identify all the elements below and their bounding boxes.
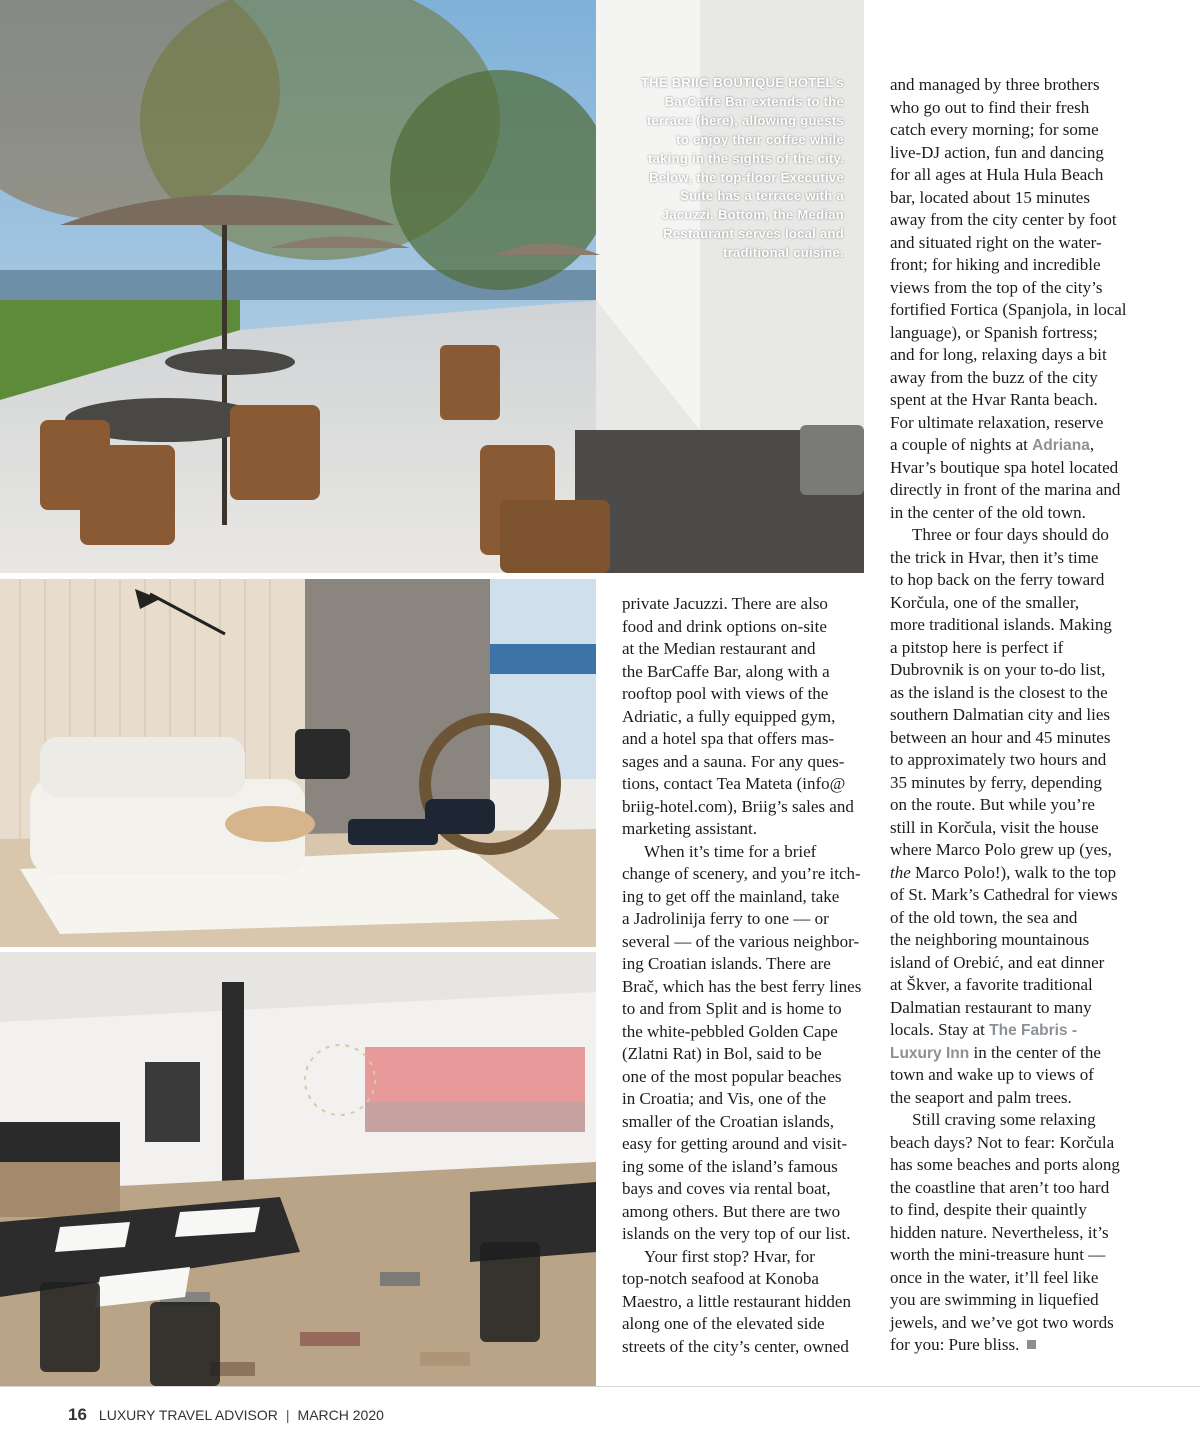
italic-word: the	[890, 862, 911, 882]
body-line: Korčula, one of the smaller,	[890, 592, 1080, 612]
body-line: live-DJ action, fun and dancing	[890, 142, 1104, 162]
body-line: to approximately two hours and	[890, 750, 1107, 769]
body-line: and for long, relaxing days a bit	[890, 345, 1107, 364]
body-line: directly in front of the marina and	[890, 480, 1121, 499]
footer-divider	[0, 1386, 1200, 1387]
body-line: food and drink options on-site	[622, 616, 827, 636]
body-line: For ultimate relaxation, reserve	[890, 412, 1104, 432]
body-text: Marco Polo!), walk to the top	[910, 862, 1117, 882]
body-line: islands on the very top of our list.	[622, 1224, 851, 1243]
body-line: and a hotel spa that offers mas-	[622, 729, 835, 748]
body-line: the trick in Hvar, then it’s time	[890, 547, 1099, 567]
body-line: front; for hiking and incredible	[890, 255, 1101, 274]
body-line: hidden nature. Nevertheless, it’s	[890, 1222, 1109, 1242]
caption-line: Restaurant serves local and	[663, 226, 844, 242]
body-line: fortified Fortica (Spanjola, in local	[890, 300, 1127, 319]
body-line: language), or Spanish fortress;	[890, 322, 1098, 342]
body-line: the seaport and palm trees.	[890, 1087, 1072, 1107]
body-line: the coastline that aren’t too hard	[890, 1177, 1110, 1197]
caption-line: THE BRIIG BOUTIQUE HOTEL’s	[640, 75, 844, 90]
body-line: away from the city center by foot	[890, 210, 1117, 229]
page-number: 16	[68, 1405, 87, 1424]
body-line: briig-hotel.com), Briig’s sales and	[622, 796, 854, 816]
body-line-with-link	[890, 1019, 1136, 1042]
body-line-with-italic	[890, 862, 1136, 885]
body-line: in Croatia; and Vis, one of the	[622, 1089, 827, 1108]
body-line: to find, despite their quaintly	[890, 1200, 1087, 1219]
body-text: in the center of the	[969, 1042, 1101, 1062]
body-line: the white-pebbled Golden Cape	[622, 1021, 838, 1041]
body-line: Hvar’s boutique spa hotel located	[890, 457, 1119, 477]
body-line: away from the buzz of the city	[890, 367, 1098, 387]
body-line: Adriatic, a fully equipped gym,	[622, 706, 836, 726]
body-line: Brač, which has the best ferry lines	[622, 976, 862, 996]
body-line: who go out to find their fresh	[890, 97, 1090, 117]
caption-line: taking in the sights of the city.	[647, 150, 844, 166]
body-line: rooftop pool with views of the	[622, 684, 829, 703]
caption-line: Below, the top-floor Executive	[649, 169, 844, 185]
body-line: between an hour and 45 minutes	[890, 727, 1111, 747]
caption-line: traditional cuisine.	[723, 245, 844, 261]
body-text: locals. Stay at	[890, 1020, 990, 1039]
body-line: Three or four days should do	[912, 525, 1109, 544]
body-line: once in the water, it’ll feel like	[890, 1267, 1099, 1287]
body-line: island of Orebić, and eat dinner	[890, 952, 1105, 972]
caption-line: Suite has a terrace with a	[680, 188, 844, 204]
body-line: jewels, and we’ve got two words	[890, 1312, 1114, 1332]
body-line: Still craving some relaxing	[912, 1110, 1096, 1129]
body-line: worth the mini-treasure hunt —	[890, 1245, 1106, 1264]
body-line: of the old town, the sea and	[890, 907, 1078, 927]
caption-line: BarCaffe Bar extends to the	[664, 93, 844, 109]
body-line: ing to get off the mainland, take	[622, 886, 840, 906]
body-line: 35 minutes by ferry, depending	[890, 772, 1102, 792]
body-line: Maestro, a little restaurant hidden	[622, 1291, 851, 1311]
final-line	[890, 1334, 1136, 1357]
body-line: the BarCaffe Bar, along with a	[622, 661, 830, 681]
body-line: more traditional islands. Making	[890, 615, 1112, 634]
body-line: and managed by three brothers	[890, 75, 1100, 94]
body-line: at the Median restaurant and	[622, 639, 816, 658]
body-line: smaller of the Croatian islands,	[622, 1111, 834, 1131]
body-line: ing Croatian islands. There are	[622, 954, 831, 973]
photo-caption	[612, 74, 844, 263]
body-line: beach days? Not to fear: Korčula	[890, 1132, 1115, 1152]
body-line: one of the most popular beaches	[622, 1066, 842, 1086]
body-line: (Zlatni Rat) in Bol, said to be	[622, 1044, 822, 1063]
body-line: ing some of the island’s famous	[622, 1156, 838, 1176]
body-line: spent at the Hvar Ranta beach.	[890, 390, 1098, 409]
restaurant-photo	[0, 952, 596, 1386]
body-line: southern Dalmatian city and lies	[890, 705, 1110, 724]
body-line: to hop back on the ferry toward	[890, 570, 1105, 589]
body-line: marketing assistant.	[622, 819, 758, 838]
body-line: bar, located about 15 minutes	[890, 187, 1090, 207]
publication-name: LUXURY TRAVEL ADVISOR	[98, 1407, 278, 1423]
body-text: a couple of nights at	[890, 435, 1033, 454]
issue-date: MARCH 2020	[297, 1407, 384, 1423]
body-line: tions, contact Tea Mateta (info@	[622, 774, 846, 793]
body-line: where Marco Polo grew up (yes,	[890, 840, 1112, 859]
body-line: has some beaches and ports along	[890, 1155, 1120, 1174]
body-line: catch every morning; for some	[890, 120, 1099, 139]
body-line: top-notch seafood at Konoba	[622, 1269, 819, 1288]
article-column-middle	[622, 593, 866, 1358]
body-text: ,	[1089, 435, 1095, 454]
body-line: as the island is the closest to the	[890, 682, 1108, 702]
body-line: easy for getting around and visit-	[622, 1134, 848, 1153]
body-line: among others. But there are two	[622, 1201, 841, 1221]
body-line: you are swimming in liquefied	[890, 1290, 1099, 1309]
end-of-article-square-icon	[1027, 1340, 1036, 1349]
body-line: sages and a sauna. For any ques-	[622, 751, 845, 771]
body-line: When it’s time for a brief	[644, 841, 817, 861]
adriana-link[interactable]: Adriana	[1032, 437, 1090, 454]
body-line: bays and coves via rental boat,	[622, 1179, 831, 1198]
body-line: and situated right on the water-	[890, 232, 1102, 252]
body-line: views from the top of the city’s	[890, 277, 1103, 297]
body-line: to and from Split and is home to	[622, 999, 842, 1018]
body-line-with-link	[890, 1042, 1136, 1065]
body-line: for all ages at Hula Hula Beach	[890, 165, 1104, 184]
body-line: along one of the elevated side	[622, 1314, 825, 1333]
body-line: several — of the various neighbor-	[622, 931, 860, 951]
body-line: of St. Mark’s Cathedral for views	[890, 885, 1118, 904]
body-line: change of scenery, and you’re itch-	[622, 864, 861, 883]
body-line-with-link	[890, 434, 1136, 457]
body-line: the neighboring mountainous	[890, 930, 1090, 949]
body-line: Dubrovnik is on your to-do list,	[890, 660, 1106, 679]
page-footer	[68, 1405, 384, 1425]
fabris-link[interactable]: The Fabris -	[989, 1022, 1078, 1039]
body-line: a Jadrolinija ferry to one — or	[622, 909, 829, 928]
article-column-right	[890, 74, 1136, 1357]
caption-line: terrace (here), allowing guests	[646, 112, 844, 128]
suite-photo	[0, 579, 596, 947]
body-line: town and wake up to views of	[890, 1065, 1094, 1084]
body-line: private Jacuzzi. There are also	[622, 594, 828, 613]
fabris-link-continued[interactable]: Luxury Inn	[890, 1044, 970, 1062]
body-line: on the route. But while you’re	[890, 795, 1095, 814]
body-line: Your first stop? Hvar, for	[644, 1246, 815, 1266]
body-line: still in Korčula, visit the house	[890, 817, 1099, 837]
body-line: Dalmatian restaurant to many	[890, 997, 1092, 1017]
body-line: streets of the city’s center, owned	[622, 1336, 849, 1356]
body-line: in the center of the old town.	[890, 502, 1086, 522]
footer-separator: |	[285, 1407, 290, 1423]
body-line: a pitstop here is perfect if	[890, 637, 1064, 657]
body-line: at Škver, a favorite traditional	[890, 975, 1093, 994]
body-text: for you: Pure bliss.	[890, 1335, 1020, 1354]
caption-line: Jacuzzi. Bottom, the Median	[661, 207, 844, 223]
caption-line: to enjoy their coffee while	[676, 131, 844, 147]
